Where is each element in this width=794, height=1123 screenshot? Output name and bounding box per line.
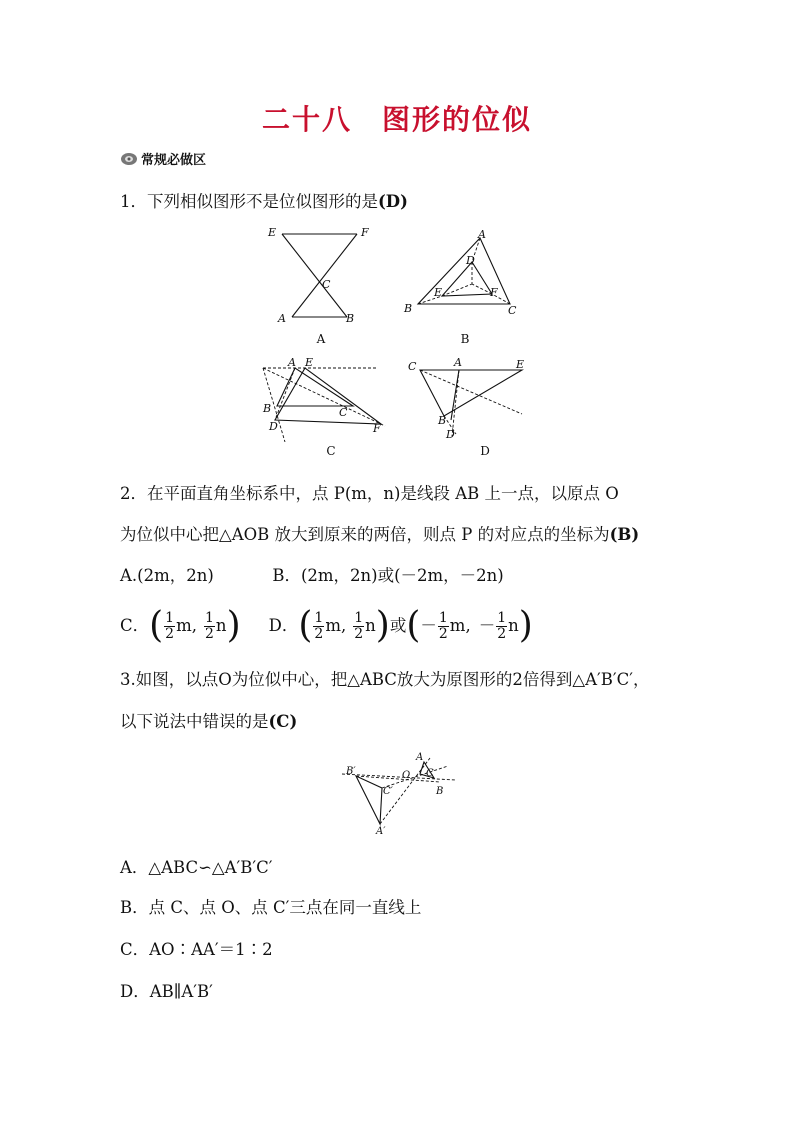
point-label: C [339,406,348,419]
question-2-options-cd [120,606,533,646]
point-label: F [373,422,381,435]
point-label: B [346,312,355,325]
option-c: C． ( $\frac{1}{2}$ m, $\frac{1}{2}$ n ) [120,605,241,646]
point-label: C [322,278,331,291]
fraction: $\frac{1}{2}$ [438,609,448,642]
question-3-text: 以下说法中错误的是 [120,712,269,731]
option-d-label: D． [268,616,299,635]
figure-a-label: A [316,332,326,346]
question-1 [120,192,408,212]
question-3-option-b: B．点 C、点 O、点 C′三点在同一直线上 [120,898,422,917]
point-label: B′ [346,766,356,777]
point-label: C′ [383,786,393,797]
point-label: A′ [376,826,386,836]
point-label: C [408,360,417,373]
point-label: D [446,428,455,441]
figure-b [398,226,528,326]
point-label: C [508,304,517,317]
option-b: B．(2m，2n)或(－2m，－2n) [272,566,504,585]
point-label: A [278,312,286,325]
fraction: $\frac{1}{2}$ [314,609,324,642]
question-2-options-ab [120,566,504,586]
question-2-answer: (B) [609,525,640,544]
figure-c-label: C [326,444,336,458]
question-3-option-c: C．AO∶AA′＝1∶2 [120,940,273,959]
point-label: F [361,226,369,239]
figure-q3 [336,748,466,836]
point-label: B [436,786,444,797]
point-label: A [454,356,462,369]
point-label: C [426,768,434,779]
point-label: B [404,302,413,315]
figure-a [262,222,372,330]
page-title: 二十八 图形的位似 [261,103,532,136]
point-label: F [490,286,498,299]
point-label: O [402,770,411,781]
fraction: $\frac{1}{2}$ [354,609,364,642]
section-label: 常规必做区 [141,153,207,168]
point-label: A [288,356,296,369]
point-label: A [478,228,486,241]
question-2-line-1: 2．在平面直角坐标系中，点 P(m，n)是线段 AB 上一点，以原点 O [120,484,619,503]
point-label: E [268,226,277,239]
point-label: D [466,254,475,267]
question-1-answer: (D) [378,192,408,211]
figure-c [255,354,395,442]
point-label: D [269,420,278,433]
fraction: $\frac{1}{2}$ [205,609,214,642]
question-3-line-2 [120,712,297,732]
figure-d-label: D [480,444,490,458]
section-header [120,149,206,168]
point-label: E [516,358,525,371]
point-label: E [434,286,443,299]
question-3-option-d: D．AB∥A′B′ [120,982,213,1001]
figure-b-label: B [460,332,470,346]
question-2-line-2 [120,525,639,545]
option-d: D． ( $\frac{1}{2}$ m, $\frac{1}{2}$ n ) 或 ( － $\frac{1}{2}$ m, － $\frac{1}{2}$ n ) [268,605,533,646]
point-label: B [438,414,447,427]
point-label: A [416,752,424,763]
question-1-text: 1．下列相似图形不是位似图形的是 [120,192,378,211]
option-a: A.(2m，2n) [120,566,214,585]
question-2-text: 为位似中心把△AOB 放大到原来的两倍，则点 P 的对应点的坐标为 [120,525,610,544]
option-c-label: C． [120,616,150,635]
question-3-option-a: A．△ABC∽△A′B′C′ [120,858,273,877]
fraction: $\frac{1}{2}$ [497,609,507,642]
question-3-answer: (C) [268,712,298,731]
question-3-line-1: 3.如图，以点O为位似中心，把△ABC放大为原图形的2倍得到△A′B′C′， [120,670,650,689]
fraction: $\frac{1}{2}$ [165,609,175,642]
point-label: E [305,356,314,369]
figure-d [404,354,534,444]
point-label: B [263,402,272,415]
gear-icon [120,152,138,166]
